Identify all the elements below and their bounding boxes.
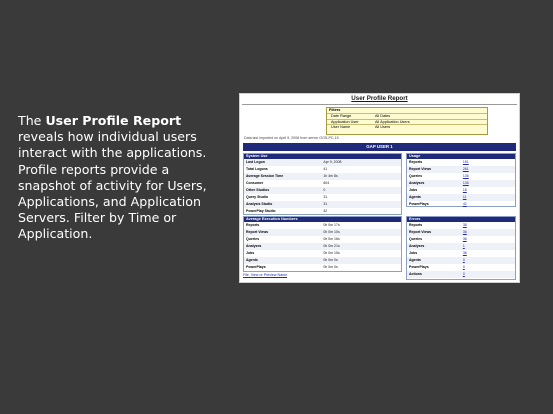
row-link[interactable]: 18 [462,188,467,192]
row-label: Agents [409,258,421,262]
row-label: Jobs [409,188,418,192]
row-link[interactable]: 42 [462,202,467,206]
row-label: Report Views [246,230,269,234]
caption-prefix: The [18,113,46,128]
filter-row [327,124,487,130]
filter-value[interactable]: All Users [375,125,391,130]
row-label: Agents [246,258,258,262]
table-row [407,250,515,257]
report-title: User Profile Report [351,95,408,102]
filter-row [327,113,487,119]
table-row [244,180,401,187]
row-label: Agents [409,195,421,199]
row-value: 1h 4m 8s [323,174,338,178]
row-link[interactable]: 1 [462,244,465,248]
table-row [244,187,401,194]
row-link[interactable]: 36 [462,237,467,241]
table-row [244,166,401,173]
row-label: PowerPlays [246,265,266,269]
row-label: Report Views [409,230,432,234]
row-value: 31 [323,202,328,206]
execution-panel [243,216,402,272]
row-link[interactable]: 38 [462,223,467,227]
row-label: Analysis Studio [246,202,273,206]
table-row [407,243,515,250]
table-row [244,208,401,215]
table-row [244,236,401,243]
filter-value[interactable]: All Application Users [375,119,410,124]
table-row [244,222,401,229]
row-link[interactable]: 0 [462,258,465,262]
table-row [244,173,401,180]
filter-label: Application User [331,119,359,124]
row-label: Other Studios [246,188,270,192]
filter-row [327,119,487,125]
caption-rest: reveals how individual users interact with the applications. Profile reports provide a snapshot of activity for Users, Applications, and Application Servers. Filter by Time or Application. [18,129,207,242]
row-label: Reports [246,223,260,227]
row-label: Actions [409,272,422,276]
row-label: Jobs [246,251,255,255]
row-value: 0h 0m 10s [323,230,340,234]
import-note: Data last imported on April 9, 2008 from server GOS-PC-15 [244,136,339,140]
row-link[interactable]: 151 [462,160,469,164]
table-row [244,264,401,271]
panel-title: Average Execution Numbers [244,217,401,222]
table-row [407,159,515,166]
row-value: 0h 0m 17s [323,223,340,227]
row-link[interactable]: 0 [462,272,465,276]
table-row [244,194,401,201]
row-link[interactable]: 36 [462,251,467,255]
row-label: Reports [409,223,423,227]
table-row [244,243,401,250]
panel-rows [244,159,401,215]
row-label: Analyses [409,181,425,185]
row-value: 42 [323,209,328,213]
row-value: Apr 9, 2008 [323,160,342,164]
errors-panel [406,216,516,280]
row-value: 0h 0m 16s [323,237,340,241]
row-link[interactable]: 136 [462,174,469,178]
row-value: 0h 0m 15s [323,251,340,255]
table-row [244,257,401,264]
row-label: Consumer [246,181,264,185]
row-label: Average Session Time [246,174,284,178]
filter-value[interactable]: All Dates [375,113,391,118]
row-link[interactable]: 36 [462,230,467,234]
row-link[interactable]: 136 [462,181,469,185]
system-use-panel [243,153,402,215]
row-label: Queries [409,237,423,241]
row-label: Analyses [409,244,425,248]
row-label: Jobs [409,251,418,255]
table-row [244,229,401,236]
row-label: Report Views [409,167,432,171]
table-row [407,180,515,187]
row-link[interactable]: 0 [462,265,465,269]
row-value: 31 [323,195,328,199]
table-row [407,264,515,271]
table-row [407,271,515,278]
user-bar: GAP USER 1 [243,143,516,151]
filter-label: User Name [331,125,351,130]
table-row [407,194,515,201]
table-row [407,201,515,208]
footer-link[interactable]: File, View or Preview Name [243,273,288,277]
table-row [407,236,515,243]
row-label: Query Studio [246,195,268,199]
divider [242,104,517,105]
table-row [407,229,515,236]
row-value: 604 [323,181,330,185]
row-label: PowerPlay Studio [246,209,276,213]
filters-panel [326,107,488,135]
panel-title: Usage [407,154,515,159]
row-value: 0h 0m 0s [323,265,338,269]
row-label: Last Logon [246,160,265,164]
row-link[interactable]: 11 [462,195,467,199]
row-value: 0 [323,188,326,192]
row-label: Total Logons [246,167,268,171]
usage-panel [406,153,516,207]
row-label: PowerPlays [409,265,429,269]
panel-title: System Use [244,154,401,159]
table-row [407,187,515,194]
row-label: PowerPlays [409,202,429,206]
row-label: Queries [409,174,423,178]
row-label: Reports [409,160,423,164]
caption-bold: User Profile Report [45,113,182,128]
table-row [407,173,515,180]
row-value: 41 [323,167,328,171]
row-label: Queries [246,237,260,241]
filters-title: Filters [329,108,341,112]
table-row [244,250,401,257]
table-row [244,159,401,166]
caption-text [18,113,218,243]
table-row [244,201,401,208]
table-row [407,257,515,264]
row-label: Analyses [246,244,262,248]
filter-label: Date Range [331,113,352,118]
report-screenshot [239,93,520,283]
row-value: 0h 0m 21s [323,244,340,248]
row-value: 0h 0m 0s [323,258,338,262]
table-row [407,222,515,229]
row-link[interactable]: 261 [462,167,469,171]
table-row [407,166,515,173]
panel-title: Errors [407,217,515,222]
